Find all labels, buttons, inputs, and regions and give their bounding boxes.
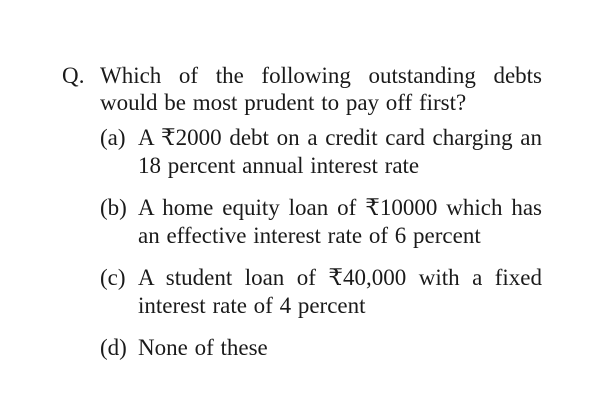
option-c-text: A student loan of ₹40,000 with a fixed interest rate of 4 percent [138, 265, 542, 318]
option-c [100, 264, 542, 320]
option-b-label: (b) [100, 195, 127, 220]
question-block [62, 62, 542, 376]
option-b-text: A home equity loan of ₹10000 which has an effective interest rate of 6 percent [138, 195, 542, 248]
option-a [100, 124, 542, 180]
option-d [100, 334, 542, 362]
option-a-text: A ₹2000 debt on a credit card charging an 18 percent annual interest rate [138, 125, 542, 178]
option-a-label: (a) [100, 125, 126, 150]
option-d-text: None of these [138, 335, 268, 360]
option-c-label: (c) [100, 265, 126, 290]
question-label: Q. [62, 63, 85, 88]
options-list [100, 124, 542, 362]
option-b [100, 194, 542, 250]
question-text: Which of the following outstanding debts would be most prudent to pay off first? [100, 63, 542, 115]
option-d-label: (d) [100, 335, 127, 360]
question-row [62, 62, 542, 116]
